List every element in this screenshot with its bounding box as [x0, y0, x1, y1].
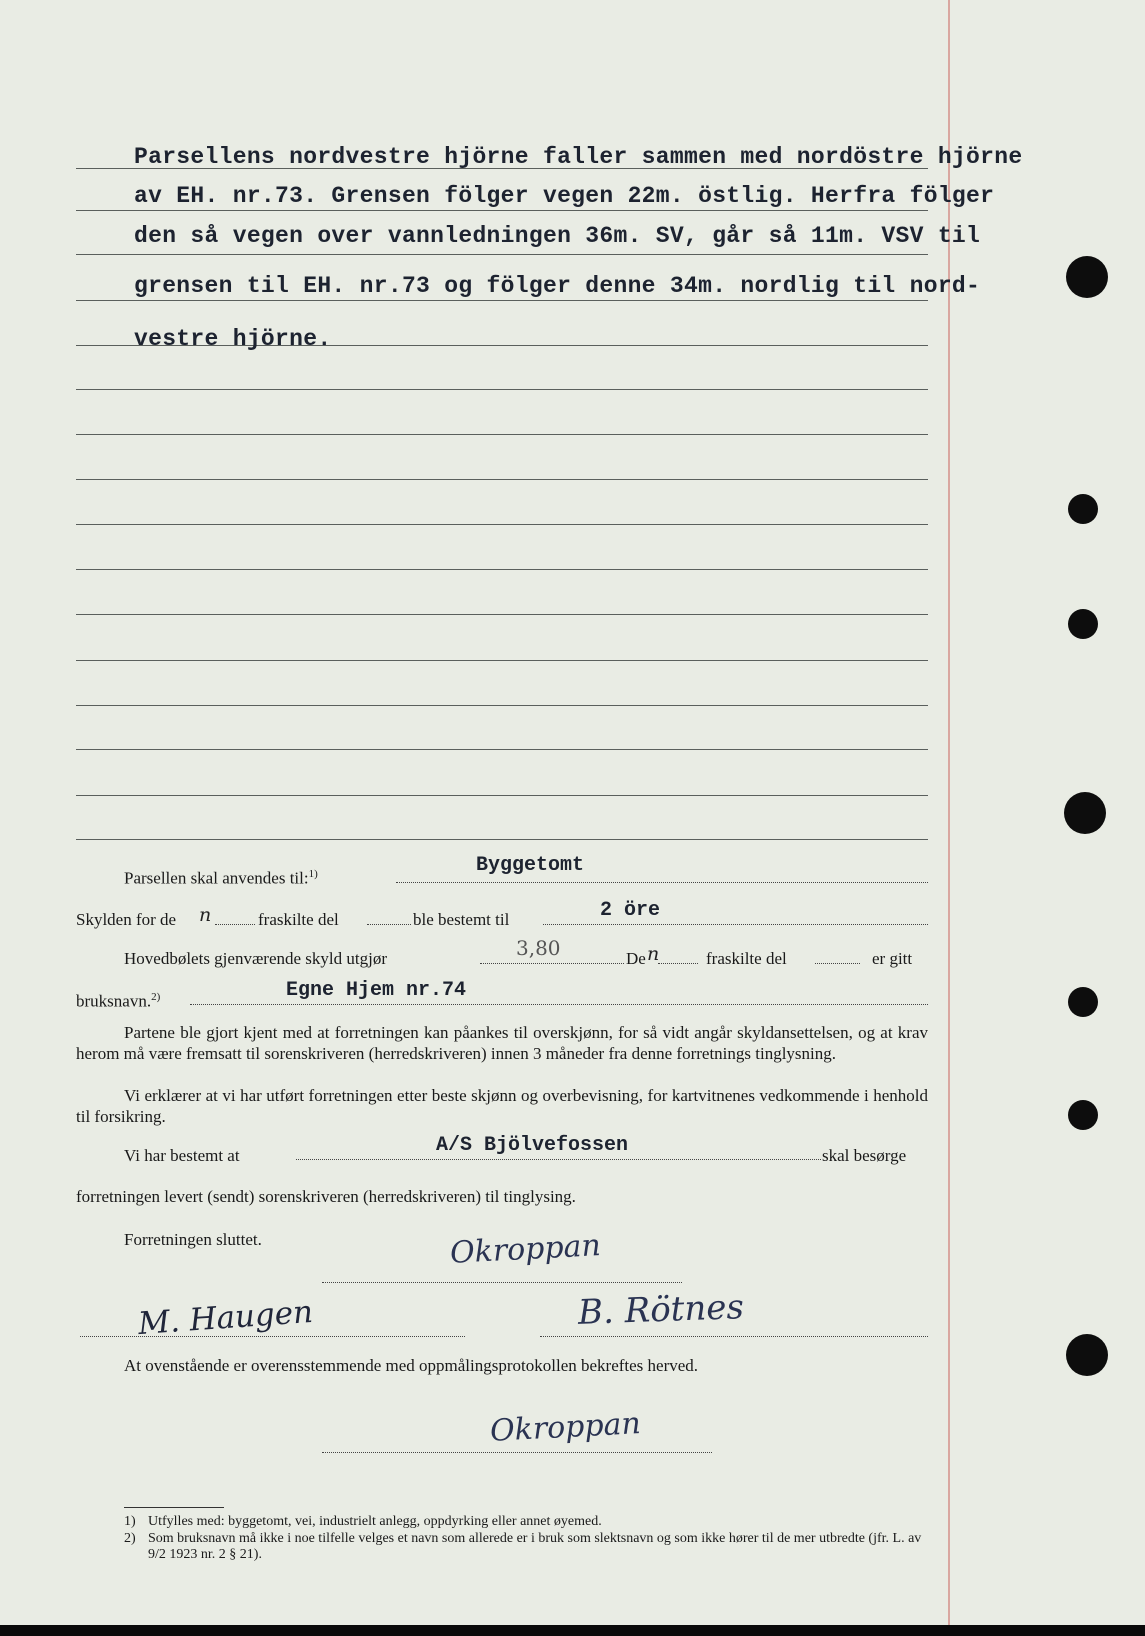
main-label-d: er gitt	[872, 949, 913, 968]
name-label: bruksnavn.$^{2)}$	[76, 991, 161, 1011]
description-line: grensen til EH. nr.73 og fölger denne 34m. nordlig til nord-	[134, 273, 981, 299]
ruled-line	[76, 479, 928, 480]
declaration-paragraph: Vi erklærer at vi har utført forretningen etter beste skjønn og overbevisning, for kartvitnenes vedkommende i henhold til forsikring.	[76, 1086, 928, 1126]
appeal-paragraph: Partene ble gjort kjent med at forretningen kan påankes til overskjønn, for så vidt angår skyldansettelsen, og at krav herom må være fremsatt til sorenskriveren (herredskriveren) innen 3 måneder fra denne forretnings tinglysning.	[76, 1023, 928, 1063]
ruled-line	[76, 839, 928, 840]
tax-handwritten: n	[199, 904, 212, 926]
signature-line	[540, 1336, 928, 1337]
tax-label: Skylden for de	[76, 910, 177, 929]
punch-hole	[1068, 609, 1098, 639]
main-dotted-line	[480, 963, 624, 964]
delivery-label-b: skal besørge	[822, 1146, 907, 1165]
tax-value: 2 öre	[600, 899, 661, 922]
use-value: Byggetomt	[476, 854, 585, 877]
main-label: Hovedbølets gjenværende skyld utgjør	[124, 949, 387, 968]
tax-label-c: ble bestemt til	[413, 910, 510, 929]
description-line: den så vegen over vannledningen 36m. SV, går så 11m. VSV til	[134, 223, 981, 249]
signature-surveyor: Okroppan	[449, 1228, 602, 1271]
main-handwritten: n	[647, 943, 660, 965]
use-dotted-line	[396, 882, 928, 883]
signature-witness-1: M. Haugen	[136, 1293, 315, 1343]
tax-dotted-line	[215, 924, 255, 925]
delivery-label-c: forretningen levert (sendt) sorenskriveren (herredskriveren) til tinglysing.	[76, 1187, 576, 1206]
delivery-dotted-line	[296, 1159, 821, 1160]
main-label-b: De	[626, 949, 646, 968]
ruled-line	[76, 749, 928, 750]
name-dotted-line	[190, 1004, 928, 1005]
punch-hole	[1068, 987, 1098, 1017]
main-value: 3,80	[516, 936, 561, 960]
certify-text: At ovenstående er overensstemmende med oppmålingsprotokollen bekreftes herved.	[124, 1356, 699, 1375]
ruled-line	[76, 614, 928, 615]
ruled-line	[76, 795, 928, 796]
ruled-line	[76, 389, 928, 390]
punch-hole	[1066, 256, 1108, 298]
ruled-line	[76, 210, 928, 211]
tax-dotted-line	[367, 924, 411, 925]
name-value: Egne Hjem nr.74	[286, 979, 467, 1002]
main-dotted-line	[658, 963, 698, 964]
ruled-line	[76, 434, 928, 435]
signature-line	[80, 1336, 465, 1337]
punch-hole	[1068, 494, 1098, 524]
punch-hole	[1066, 1334, 1108, 1376]
delivery-value: A/S Bjölvefossen	[436, 1134, 629, 1157]
signature-line	[322, 1282, 682, 1283]
tax-label-b: fraskilte del	[258, 910, 339, 929]
use-label: Parsellen skal anvendes til:$^{1)}$	[124, 868, 318, 888]
ruled-line	[76, 300, 928, 301]
delivery-label: Vi har bestemt at	[124, 1146, 240, 1165]
punch-hole	[1064, 792, 1106, 834]
description-line: vestre hjörne.	[134, 326, 332, 352]
description-line: Parsellens nordvestre hjörne faller sammen med nordöstre hjörne	[134, 144, 1023, 170]
closed-label: Forretningen sluttet.	[124, 1230, 262, 1249]
description-line: av EH. nr.73. Grensen fölger vegen 22m. östlig. Herfra fölger	[134, 183, 995, 209]
footnote-2: 2) Som bruksnavn må ikke i noe tilfelle velges et navn som allerede er i bruk som slektsnavn og som ikke hører til de mer utbredte (jfr. L. av 9/2 1923 nr. 2 § 21).	[124, 1531, 922, 1562]
punch-hole	[1068, 1100, 1098, 1130]
footnote-1: 1) Utfylles med: byggetomt, vei, industrielt anlegg, oppdyrking eller annet øyemed.	[124, 1514, 602, 1529]
ruled-line	[76, 705, 928, 706]
tax-dotted-line	[543, 924, 928, 925]
ruled-line	[76, 660, 928, 661]
main-dotted-line	[815, 963, 860, 964]
main-label-c: fraskilte del	[706, 949, 787, 968]
ruled-line	[76, 524, 928, 525]
ruled-line	[76, 569, 928, 570]
signature-certify: Okroppan	[489, 1406, 642, 1449]
footnote-divider	[124, 1507, 224, 1508]
signature-line	[322, 1452, 712, 1453]
ruled-line	[76, 254, 928, 255]
signature-witness-2: B. Rötnes	[577, 1287, 745, 1333]
